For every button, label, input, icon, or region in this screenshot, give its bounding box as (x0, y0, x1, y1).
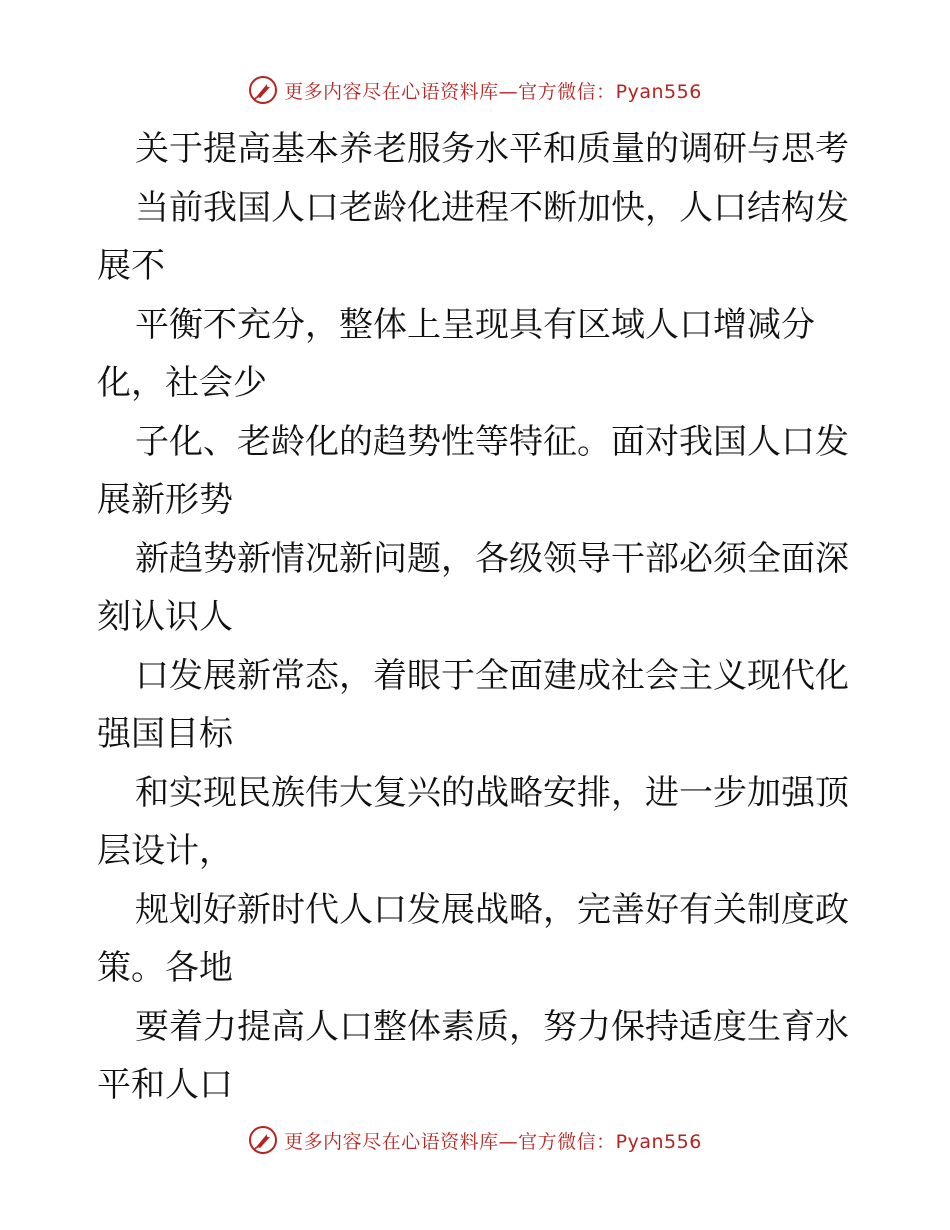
document-body (97, 120, 857, 1115)
text-line: 新趋势新情况新问题，各级领导干部必须全面深 (135, 538, 849, 579)
document-title: 关于提高基本养老服务水平和质量的调研与思考 (135, 129, 849, 169)
text-line: 要着力提高人口整体素质，努力保持适度生育水 (135, 1006, 849, 1047)
watermark-wechat-id: Pyan556 (615, 1130, 702, 1153)
header-watermark (0, 70, 950, 110)
text-line: 展不 (97, 246, 165, 286)
text-line: 展新形势 (97, 480, 233, 520)
text-line: 化，社会少 (97, 363, 267, 403)
footer-watermark (0, 1120, 950, 1160)
pen-nib-logo-icon (248, 1125, 278, 1155)
watermark-text (284, 77, 702, 104)
text-line: 平和人口 (97, 1065, 233, 1105)
watermark-wechat-id: Pyan556 (615, 80, 702, 103)
pen-nib-logo-icon (248, 75, 278, 105)
watermark-label: 更多内容尽在心语资料库—官方微信： (284, 80, 616, 103)
text-line: 强国目标 (97, 714, 233, 754)
text-line: 刻认识人 (97, 597, 233, 637)
watermark-text (284, 1127, 702, 1154)
text-line: 当前我国人口老龄化进程不断加快，人口结构发 (135, 187, 849, 228)
text-line: 子化、老龄化的趋势性等特征。面对我国人口发 (135, 421, 849, 462)
watermark-label: 更多内容尽在心语资料库—官方微信： (284, 1130, 616, 1153)
text-line: 口发展新常态，着眼于全面建成社会主义现代化 (135, 655, 849, 696)
text-line: 规划好新时代人口发展战略，完善好有关制度政 (135, 889, 849, 930)
text-line: 和实现民族伟大复兴的战略安排，进一步加强顶 (135, 772, 849, 813)
text-line: 层设计， (97, 831, 233, 871)
text-line: 策。各地 (97, 948, 233, 988)
text-line: 平衡不充分，整体上呈现具有区域人口增减分 (135, 304, 815, 345)
